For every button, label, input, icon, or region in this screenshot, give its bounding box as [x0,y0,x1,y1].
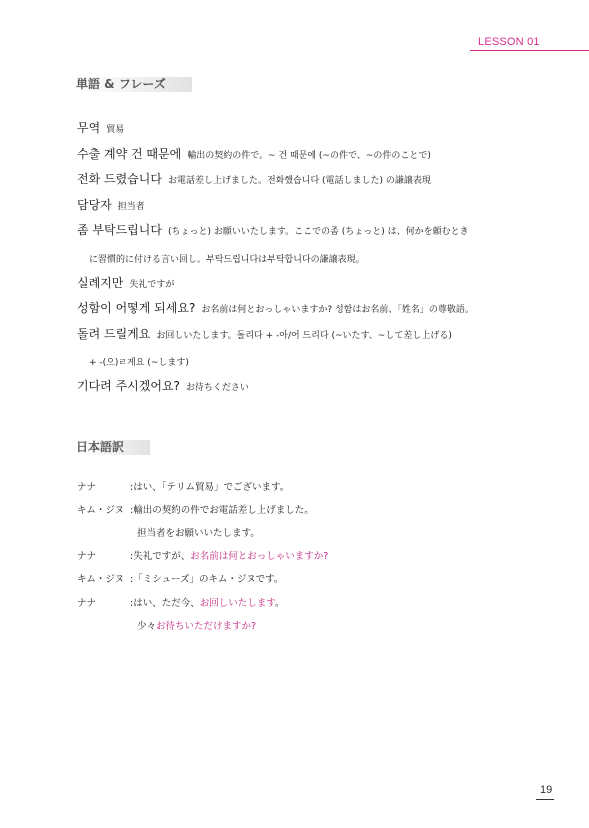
dialogue-highlight: お待ちいただけますか? [156,621,257,632]
dialogue-colon: : [130,574,134,585]
vocab-row [77,323,452,342]
dialogue-line-continuation [137,525,260,539]
vocab-row [77,219,469,238]
dialogue-colon: : [130,598,134,609]
dialogue-highlight: お回しいたします [199,598,275,609]
vocab-korean: 성함이 어떻게 되세요? [77,301,196,315]
vocab-japanese: お電話差し上げました。전화했습니다 (電話しました) の謙譲表現 [167,176,431,186]
vocab-korean: 실례지만 [77,276,124,290]
vocab-row-continuation [89,350,189,369]
vocab-row [77,194,145,213]
page-number-rule [536,799,554,800]
vocab-row [77,117,124,136]
dialogue-speaker: ナナ [77,551,97,562]
dialogue-text: はい、ただ今、 [133,598,200,609]
dialogue-text: 失礼ですが、 [133,551,191,562]
header-rule [470,50,589,51]
vocab-japanese: お待ちください [185,383,249,393]
dialogue-text: 担当者をお願いいたします。 [137,528,260,539]
vocab-japanese: 担当者 [117,202,145,212]
dialogue-text: はい、「テリム貿易」でございます。 [133,482,290,493]
vocab-row [77,168,431,187]
vocab-japanese: (ちょっと) お願いいたします。ここでの좀 (ちょっと) は、何かを頼むとき [167,227,469,237]
dialogue-colon: : [130,505,134,516]
dialogue-text: 輸出の契約の件でお電話差し上げました。 [133,505,314,516]
dialogue-line [130,502,314,516]
dialogue-speaker: キム・ジヌ [77,505,125,516]
vocab-korean: 전화 드렸습니다 [77,172,162,186]
vocab-row [77,143,431,162]
vocab-japanese: お回しいたします。돌리다 + -아/어 드리다 (~いたす、~して差し上げる) [156,331,452,341]
translation-section-title: 日本語訳 [76,440,150,455]
lesson-label: LESSON 01 [478,36,540,48]
page-number: 19 [540,784,553,796]
dialogue-line [130,548,328,562]
vocab-row [77,375,249,394]
vocab-korean: 돌려 드릴게요 [77,327,151,341]
dialogue-colon: : [130,551,134,562]
vocab-korean: 무역 [77,121,101,135]
dialogue-speaker: キム・ジヌ [77,574,125,585]
vocab-row [77,272,174,291]
dialogue-speaker: ナナ [77,598,97,609]
dialogue-line [130,479,289,493]
vocab-japanese: お名前は何とおっしゃいますか? 성함はお名前、「姓名」の尊敬語。 [201,305,474,315]
vocab-korean: 기다려 주시겠어요? [77,379,180,393]
vocab-row [77,297,474,316]
dialogue-speaker: ナナ [77,482,97,493]
vocab-korean: 담당자 [77,198,112,212]
vocab-japanese: に習慣的に付ける言い回し。부탁드립니다は부탁합니다の謙譲表現。 [89,255,365,265]
dialogue-line [130,595,284,609]
vocab-japanese: 失礼ですが [129,280,175,290]
dialogue-highlight: お名前は何とおっしゃいますか? [190,551,329,562]
vocab-korean: 좀 부탁드립니다 [77,223,162,237]
vocab-row-continuation [89,247,365,266]
dialogue-line [130,571,283,585]
vocab-japanese: + -(으)ㄹ게요 (~します) [89,358,189,368]
dialogue-text: 。 [274,598,285,609]
vocab-korean: 수출 계약 건 때문에 [77,147,182,161]
dialogue-text: 少々 [137,621,157,632]
dialogue-colon: : [130,482,134,493]
dialogue-text: 「ミシューズ」のキム・ジヌです。 [133,574,284,585]
vocab-japanese: 貿易 [106,125,125,135]
vocab-japanese: 輸出の契約の件で。~ 건 때문에 (~の件で、~の件のことで) [187,151,431,161]
dialogue-line-continuation [137,618,256,632]
vocab-section-title: 単語 & フレーズ [76,77,192,92]
